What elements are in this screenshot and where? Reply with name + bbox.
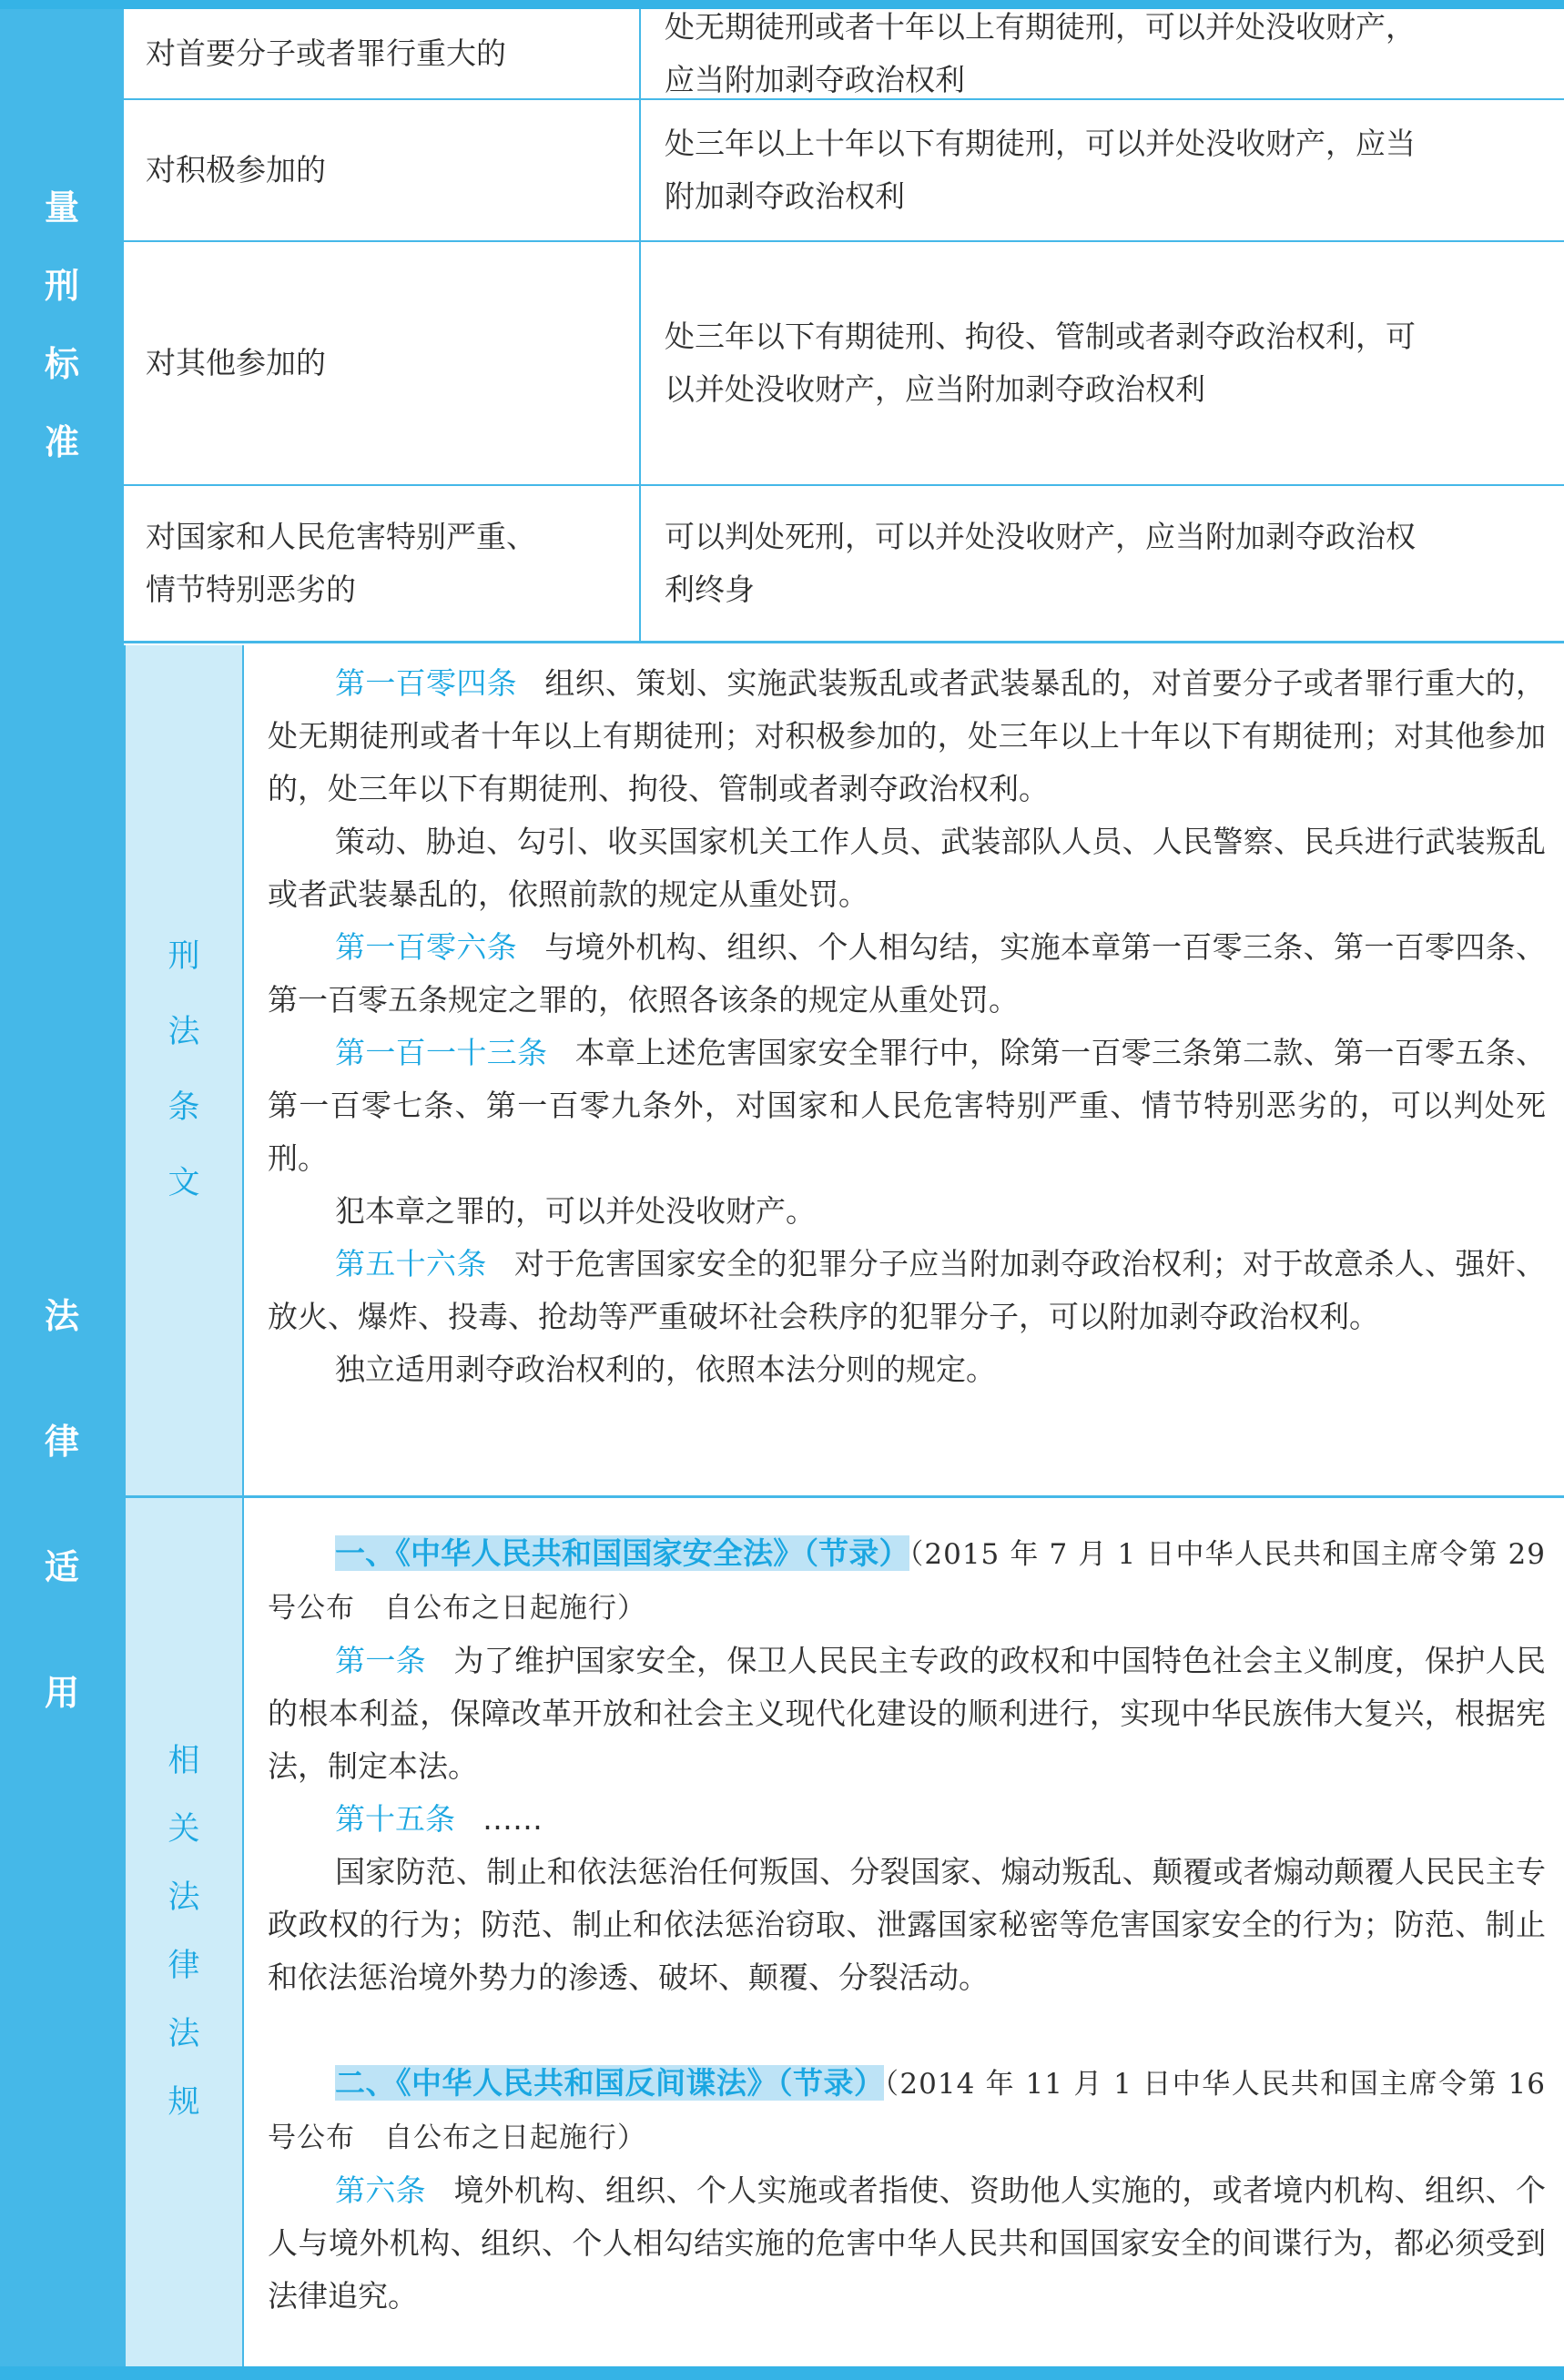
- condition-text: 对其他参加的: [146, 345, 326, 380]
- subsection-divider: [124, 1495, 1564, 1498]
- subcategory-criminal-law-articles: [124, 645, 244, 1495]
- penalty-text: 附加剥夺政治权利: [665, 178, 905, 214]
- sentencing-row: [124, 100, 1564, 240]
- criminal-law-articles: [244, 657, 1564, 1396]
- bottom-rule: [0, 2366, 1564, 2380]
- category-char: 量: [44, 187, 79, 228]
- category-char: 准: [44, 422, 79, 462]
- article-paragraph: [268, 1027, 1546, 1185]
- penalty-cell: [643, 486, 1564, 641]
- category-char: 刑: [44, 266, 79, 306]
- article-paragraph: [268, 921, 1546, 1027]
- penalty-text: 处三年以下有期徒刑、拘役、管制或者剥夺政治权利，可: [665, 319, 1416, 354]
- condition-text: 情节特别恶劣的: [146, 572, 356, 607]
- category-char: 法: [44, 1296, 79, 1336]
- condition-cell: [124, 9, 641, 98]
- law-title: 二、《中华人民共和国反间谍法》（节录）: [335, 2065, 885, 2101]
- article-paragraph: [268, 1635, 1546, 1793]
- article-text: 境外机构、组织、个人实施或者指使、资助他人实施的，或者境内机构、组织、个人与境外机构、组织、个人相勾结实施的危害中华人民共和国国家安全的间谍行为，都必须受到法律追究。: [268, 2172, 1546, 2314]
- penalty-text: 利终身: [665, 572, 755, 607]
- ellipsis: ……: [482, 1801, 543, 1837]
- condition-text: 对积极参加的: [146, 152, 326, 187]
- law-heading: [268, 1527, 1546, 1635]
- article-number: 第五十六条: [335, 1246, 487, 1281]
- subcategory-char: 文: [168, 1165, 200, 1201]
- article-paragraph: 国家防范、制止和依法惩治任何叛国、分裂国家、煽动叛乱、颠覆或者煽动颠覆人民民主专政政权的行为；防范、制止和依法惩治窃取、泄露国家秘密等危害国家安全的行为；防范、制止和依法惩治境外势力的渗透、破坏、颠覆、分裂活动。: [268, 1854, 1546, 1995]
- penalty-text: 处无期徒刑或者十年以上有期徒刑，可以并处没收财产，: [665, 9, 1416, 45]
- article-number: 第一百一十三条: [335, 1035, 548, 1070]
- condition-cell: [124, 242, 641, 484]
- law-heading: [268, 2057, 1546, 2164]
- article-paragraph: 独立适用剥夺政治权利的，依照本法分则的规定。: [335, 1352, 996, 1387]
- law-title: 一、《中华人民共和国国家安全法》（节录）: [335, 1535, 909, 1571]
- subcategory-char: 法: [168, 2016, 200, 2052]
- article-text: 为了维护国家安全，保卫人民民主专政的政权和中国特色社会主义制度，保护人民的根本利益，保障改革开放和社会主义现代化建设的顺利进行，实现中华民族伟大复兴，根据宪法，制定本法。: [268, 1643, 1546, 1784]
- related-laws: [244, 1527, 1564, 2323]
- article-paragraph: [268, 1793, 1546, 1846]
- article-number: 第一百零四条: [335, 665, 517, 701]
- article-paragraph: [268, 1238, 1546, 1343]
- subcategory-char: 规: [168, 2084, 200, 2121]
- penalty-text: 可以判处死刑，可以并处没收财产，应当附加剥夺政治权: [665, 519, 1416, 554]
- category-sentencing-standard: [0, 9, 124, 641]
- law-source: （2014 年 11 月 1 日中华人民共和国主席令第 16 号公布 自公布之日起施行）: [268, 2068, 1546, 2154]
- sentencing-row: [124, 242, 1564, 484]
- article-number: 第十五条: [335, 1801, 455, 1837]
- law-source: （2015 年 7 月 1 日中华人民共和国主席令第 29 号公布 自公布之日起施行）: [268, 1538, 1546, 1625]
- subcategory-related-laws: [124, 1498, 244, 2366]
- category-char: 律: [44, 1422, 79, 1462]
- category-law-application: [0, 643, 124, 2366]
- article-paragraph: [268, 2164, 1546, 2323]
- penalty-text: 以并处没收财产，应当附加剥夺政治权利: [665, 371, 1205, 407]
- article-paragraph: 策动、胁迫、勾引、收买国家机关工作人员、武装部队人员、人民警察、民兵进行武装叛乱或者武装暴乱的，依照前款的规定从重处罚。: [268, 824, 1546, 912]
- subcategory-char: 律: [168, 1948, 200, 1984]
- subcategory-char: 法: [168, 1879, 200, 1916]
- condition-text: 对首要分子或者罪行重大的: [146, 35, 506, 71]
- subcategory-char: 法: [168, 1014, 200, 1050]
- penalty-text: 应当附加剥夺政治权利: [665, 62, 965, 97]
- article-text: 组织、策划、实施武装叛乱或者武装暴乱的，对首要分子或者罪行重大的，处无期徒刑或者十年以上有期徒刑；对积极参加的，处三年以上十年以下有期徒刑；对其他参加的，处三年以下有期徒刑、拘役、管制或者剥夺政治权利。: [268, 665, 1546, 806]
- article-text: 对于危害国家安全的犯罪分子应当附加剥夺政治权利；对于故意杀人、强奸、放火、爆炸、投毒、抢劫等严重破坏社会秩序的犯罪分子，可以附加剥夺政治权利。: [268, 1246, 1547, 1334]
- penalty-cell: [643, 100, 1564, 240]
- article-number: 第一条: [335, 1643, 426, 1678]
- condition-cell: [124, 100, 641, 240]
- article-text: 与境外机构、组织、个人相勾结，实施本章第一百零三条、第一百零四条、第一百零五条规定之罪的，依照各该条的规定从重处罚。: [268, 929, 1546, 1018]
- category-char: 标: [44, 344, 79, 384]
- condition-text: 对国家和人民危害特别严重、: [146, 519, 536, 554]
- condition-cell: [124, 486, 641, 641]
- sentencing-row: [124, 486, 1564, 641]
- section-divider: [0, 641, 1564, 643]
- subcategory-char: 刑: [168, 938, 200, 975]
- penalty-cell: [643, 242, 1564, 484]
- article-number: 第六条: [335, 2172, 426, 2208]
- sentencing-row: [124, 9, 1564, 98]
- penalty-text: 处三年以上十年以下有期徒刑，可以并处没收财产，应当: [665, 126, 1416, 161]
- category-char: 用: [44, 1673, 79, 1713]
- article-paragraph: 犯本章之罪的，可以并处没收财产。: [335, 1193, 816, 1229]
- penalty-cell: [643, 9, 1564, 98]
- subcategory-char: 相: [168, 1743, 200, 1779]
- article-text: 本章上述危害国家安全罪行中，除第一百零三条第二款、第一百零五条、第一百零七条、第一百零九条外，对国家和人民危害特别严重、情节特别恶劣的，可以判处死刑。: [268, 1035, 1547, 1176]
- subcategory-char: 条: [168, 1089, 200, 1126]
- article-number: 第一百零六条: [335, 929, 517, 965]
- subcategory-char: 关: [168, 1811, 200, 1848]
- article-paragraph: [268, 657, 1546, 815]
- category-char: 适: [44, 1547, 79, 1587]
